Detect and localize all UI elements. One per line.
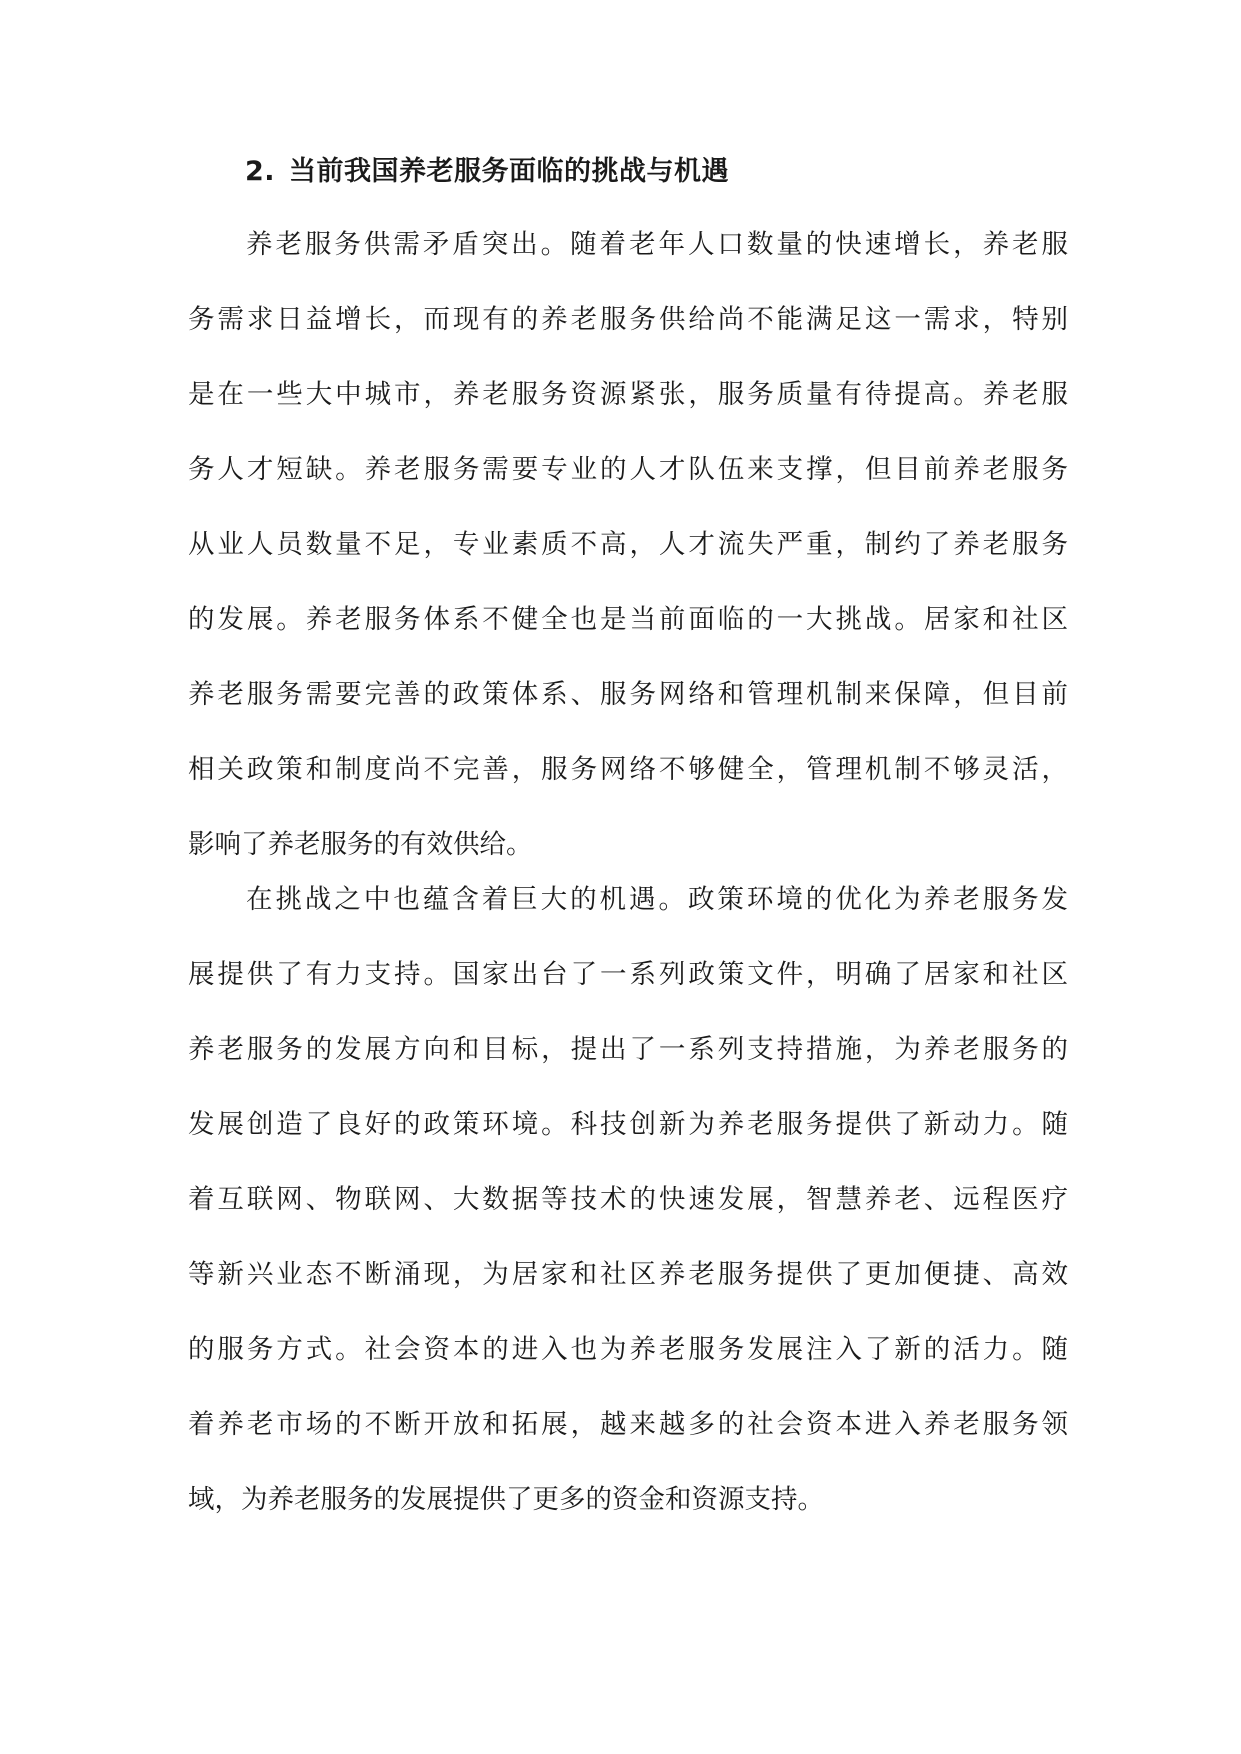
paragraph-challenges — [188, 207, 1068, 882]
text-line: 养老服务供需矛盾突出。随着老年人口数量的快速增长，养老服 — [246, 229, 1068, 260]
text-line: 的服务方式。社会资本的进入也为养老服务发展注入了新的活力。随 — [188, 1334, 1068, 1365]
section-heading — [245, 150, 729, 194]
text-line: 着互联网、物联网、大数据等技术的快速发展，智慧养老、远程医疗 — [188, 1184, 1068, 1215]
text-line: 等新兴业态不断涌现，为居家和社区养老服务提供了更加便捷、高效 — [188, 1259, 1068, 1290]
text-line: 从业人员数量不足，专业素质不高，人才流失严重，制约了养老服务 — [188, 529, 1068, 560]
text-line: 展提供了有力支持。国家出台了一系列政策文件，明确了居家和社区 — [188, 959, 1068, 990]
text-line: 养老服务的发展方向和目标，提出了一系列支持措施，为养老服务的 — [188, 1034, 1068, 1065]
text-line: 域，为养老服务的发展提供了更多的资金和资源支持。 — [188, 1484, 824, 1515]
text-line: 务人才短缺。养老服务需要专业的人才队伍来支撑，但目前养老服务 — [188, 454, 1068, 485]
text-line: 是在一些大中城市，养老服务资源紧张，服务质量有待提高。养老服 — [188, 379, 1068, 410]
paragraph-opportunities — [188, 862, 1068, 1537]
text-line: 着养老市场的不断开放和拓展，越来越多的社会资本进入养老服务领 — [188, 1409, 1068, 1440]
text-line: 相关政策和制度尚不完善，服务网络不够健全，管理机制不够灵活， — [188, 754, 1068, 785]
text-line: 养老服务需要完善的政策体系、服务网络和管理机制来保障，但目前 — [188, 679, 1068, 710]
text-line: 的发展。养老服务体系不健全也是当前面临的一大挑战。居家和社区 — [188, 604, 1068, 635]
text-line: 在挑战之中也蕴含着巨大的机遇。政策环境的优化为养老服务发 — [246, 884, 1068, 915]
text-line: 务需求日益增长，而现有的养老服务供给尚不能满足这一需求，特别 — [188, 304, 1068, 335]
text-line: 影响了养老服务的有效供给。 — [188, 829, 533, 860]
text-line: 发展创造了良好的政策环境。科技创新为养老服务提供了新动力。随 — [188, 1109, 1068, 1140]
section-number: 2. — [245, 156, 276, 187]
section-title: 当前我国养老服务面临的挑战与机遇 — [289, 156, 730, 187]
